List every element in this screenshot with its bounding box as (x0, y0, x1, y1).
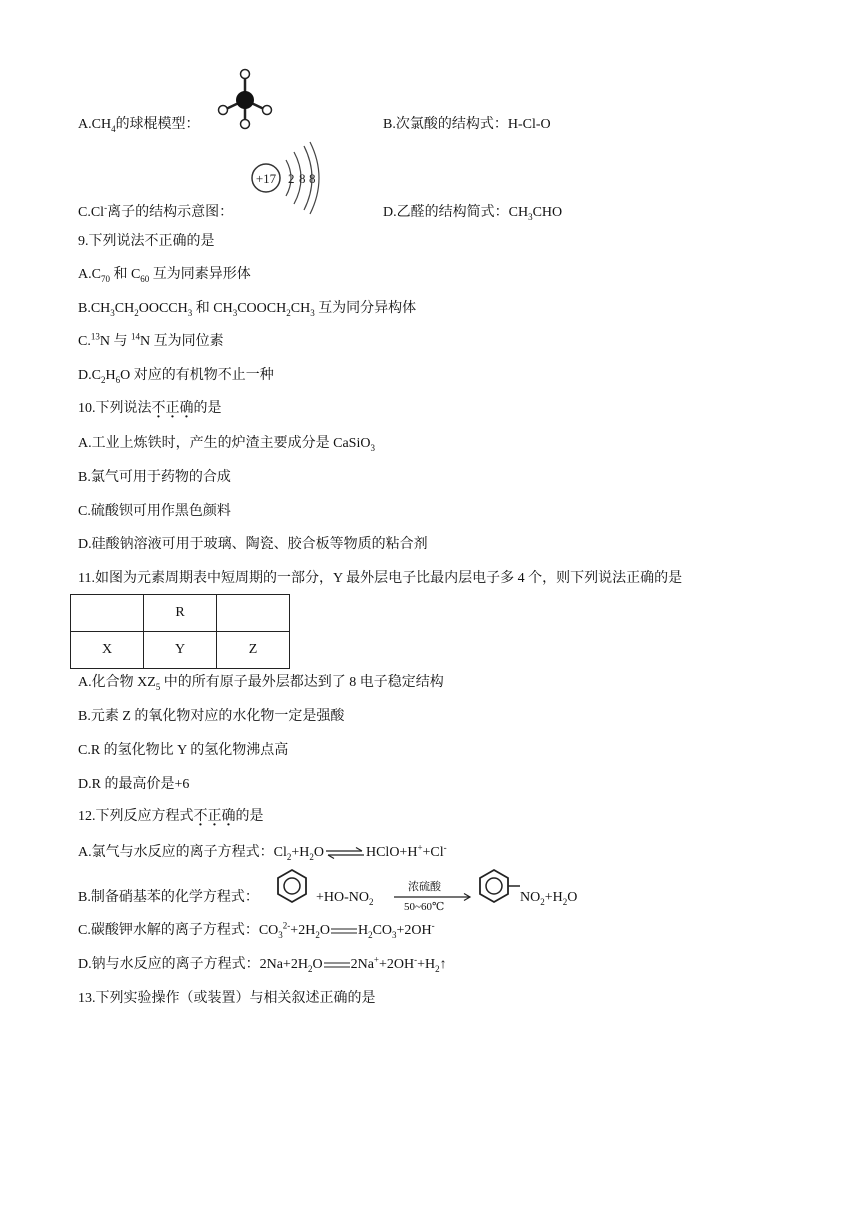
q10-option-b: B.氯气可用于药物的合成 (78, 470, 231, 485)
subscript: 3 (392, 929, 397, 940)
subscript: 3 (187, 307, 193, 318)
q12-option-d (78, 956, 447, 974)
q9-option-b (78, 300, 416, 318)
text: B.CH (78, 301, 111, 316)
q13-stem: 13.下列实验操作（或装置）与相关叙述正确的是 (78, 991, 376, 1006)
subscript: 2 (286, 851, 292, 862)
emphasis-char: 确 (221, 809, 236, 824)
q12-option-b-label: B.制备硝基苯的化学方程式： (78, 890, 259, 905)
q11-option-a (78, 674, 444, 692)
table-cell: X (71, 632, 144, 669)
subscript: 3 (310, 307, 315, 318)
shell-3-electrons: 8 (309, 171, 316, 186)
text: +2OH (378, 957, 415, 972)
subscript: 3 (370, 442, 375, 453)
nucleus-charge: +17 (255, 171, 277, 186)
text: COOCH (237, 301, 287, 316)
q11-option-b: B.元素 Z 的氧化物对应的水化物一定是强酸 (78, 709, 345, 724)
text: A.CH (78, 117, 112, 132)
q9-option-a (78, 266, 251, 284)
emphasis-char: 不 (151, 401, 166, 416)
superscript: - (431, 920, 435, 931)
subscript: 60 (140, 273, 150, 284)
superscript: - (443, 842, 447, 853)
text: +2H (290, 923, 316, 938)
text: 互为同素异形体 (149, 267, 251, 282)
table-row (71, 595, 290, 632)
text: 10.下列说法 (78, 401, 152, 416)
emphasis-char: 正 (165, 401, 180, 416)
q12-stem (78, 808, 264, 826)
superscript: - (104, 202, 108, 213)
text: +H (291, 845, 310, 860)
text: 的是 (235, 809, 264, 824)
q10-stem (78, 400, 222, 418)
reaction-condition-top: 浓硫酸 (408, 881, 441, 893)
text: A.C (78, 267, 101, 282)
subscript: 3 (528, 211, 533, 222)
text: H (105, 368, 116, 383)
text: 互为同分异构体 (314, 301, 417, 316)
q10-option-c: C.硫酸钡可用作黑色颜料 (78, 504, 231, 519)
emphasis-char: 正 (207, 809, 222, 824)
table-cell: R (144, 595, 217, 632)
text: N 与 (99, 334, 131, 349)
subscript: 3 (232, 307, 238, 318)
q12-option-b-reagent (316, 889, 374, 907)
q12-option-c (78, 922, 435, 940)
text: O (567, 890, 578, 905)
text: +2OH (396, 923, 432, 938)
q11-option-c: C.R 的氢化物比 Y 的氢化物沸点高 (78, 743, 289, 758)
subscript: 2 (435, 963, 440, 974)
subscript: 70 (100, 273, 110, 284)
q9-stem: 9.下列说法不正确的是 (78, 234, 215, 249)
text: C.Cl (78, 205, 105, 220)
subscript: 6 (115, 374, 121, 385)
text: C.碳酸钾水解的离子方程式：CO (78, 923, 279, 938)
text: D.乙醛的结构简式：CH (383, 205, 529, 220)
q8-option-b: B.次氯酸的结构式：H-Cl-O (383, 117, 551, 132)
text: 和 CH (192, 301, 233, 316)
text: A.化合物 XZ (78, 675, 156, 690)
text: +H (544, 890, 563, 905)
periodic-table-fragment (70, 594, 290, 669)
subscript: 4 (111, 123, 116, 134)
text: CO (372, 923, 393, 938)
subscript: 2 (307, 963, 313, 974)
shell-2-electrons: 8 (299, 171, 306, 186)
q10-option-a (78, 435, 375, 453)
q12-option-a (78, 844, 447, 862)
reversible-arrow-icon (324, 847, 366, 859)
equals-sign-icon (330, 927, 358, 935)
text: 离子的结构示意图： (107, 205, 234, 220)
nitrobenzene-ring-icon (476, 868, 524, 904)
table-row (71, 632, 290, 669)
text: 2Na (350, 957, 374, 972)
table-cell: Z (217, 632, 290, 669)
text: CH (114, 301, 135, 316)
benzene-ring-icon (274, 868, 310, 904)
q11-option-d: D.R 的最高价是+6 (78, 777, 190, 792)
q9-option-c (78, 333, 224, 351)
text: H (357, 923, 369, 938)
text: 12.下列反应方程式 (78, 809, 194, 824)
subscript: 3 (278, 929, 283, 940)
subscript: 2 (369, 896, 374, 907)
text: +HO-NO (316, 890, 369, 905)
q8-option-c (78, 204, 233, 222)
subscript: 3 (110, 307, 115, 318)
text: 中的所有原子最外层都达到了 8 电子稳定结构 (160, 675, 444, 690)
q9-option-d (78, 367, 274, 385)
table-cell (217, 595, 290, 632)
superscript: 14 (130, 331, 140, 342)
superscript: + (417, 842, 423, 853)
q8-option-d (383, 204, 562, 222)
text: +Cl (422, 845, 444, 860)
subscript: 2 (286, 307, 291, 318)
text: A.氯气与水反应的离子方程式：Cl (78, 845, 287, 860)
q10-option-d: D.硅酸钠溶液可用于玻璃、陶瓷、胶合板等物质的粘合剂 (78, 537, 428, 552)
reaction-condition-bottom: 50~60℃ (404, 901, 445, 913)
subscript: 2 (134, 307, 139, 318)
text: 和 C (109, 267, 141, 282)
ch4-ball-stick-model (214, 68, 278, 130)
shell-1-electrons: 2 (288, 171, 295, 186)
text: NO (520, 890, 541, 905)
superscript: 13 (90, 331, 100, 342)
text: OOCCH (138, 301, 188, 316)
subscript: 2 (100, 374, 106, 385)
subscript: 2 (315, 929, 320, 940)
subscript: 2 (368, 929, 373, 940)
text: N 互为同位素 (139, 334, 224, 349)
equals-sign-icon (323, 961, 351, 969)
superscript: + (373, 954, 379, 965)
text: C. (78, 334, 91, 349)
table-cell (71, 595, 144, 632)
text: D.C (78, 368, 101, 383)
text: O (312, 957, 323, 972)
text: 的是 (193, 401, 222, 416)
text: HClO+H (365, 845, 418, 860)
subscript: 5 (155, 681, 161, 692)
text: A.工业上炼铁时，产生的炉渣主要成分是 CaSiO (78, 436, 371, 451)
q11-stem: 11.如图为元素周期表中短周期的一部分，Y 最外层电子比最内层电子多 4 个，则下列说法正确的是 (78, 571, 683, 586)
text: O (313, 845, 324, 860)
text: D.钠与水反应的离子方程式：2Na+2H (78, 957, 308, 972)
cl-ion-structure-diagram (248, 140, 338, 220)
emphasis-char: 不 (193, 809, 208, 824)
text: +H (417, 957, 436, 972)
superscript: - (414, 954, 418, 965)
text: CH (290, 301, 311, 316)
superscript: 2- (282, 920, 291, 931)
text: 的球棍模型： (115, 117, 200, 132)
table-cell: Y (144, 632, 217, 669)
text: O 对应的有机物不止一种 (120, 368, 274, 383)
q8-option-a (78, 116, 200, 134)
emphasis-char: 确 (179, 401, 194, 416)
text: ↑ (439, 957, 447, 972)
text: CHO (532, 205, 563, 220)
text: O (319, 923, 330, 938)
subscript: 2 (562, 896, 568, 907)
subscript: 2 (309, 851, 314, 862)
q12-option-b-products (520, 889, 577, 907)
subscript: 2 (540, 896, 545, 907)
